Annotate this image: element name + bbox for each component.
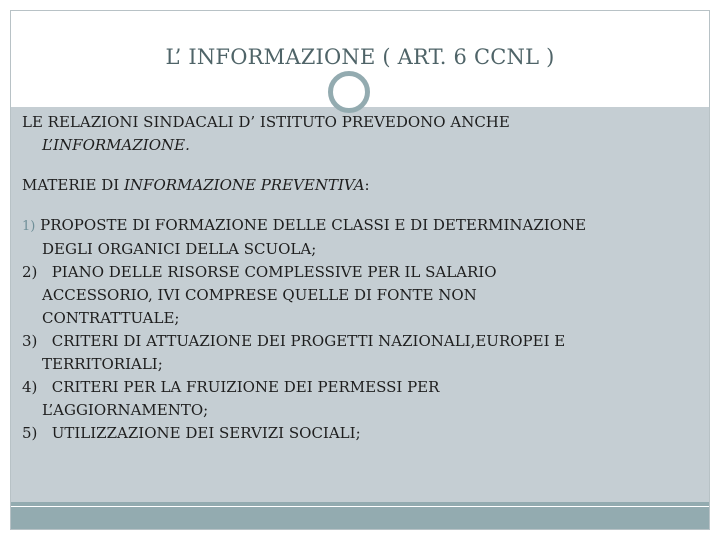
- list-item-line: CRITERI PER LA FRUIZIONE DEI PERMESSI PER: [51, 378, 440, 396]
- list-item-number: 5): [22, 424, 38, 442]
- list-item-line: UTILIZZAZIONE DEI SERVIZI SOCIALI;: [51, 424, 361, 442]
- list-item-line: DEGLI ORGANICI DELLA SCUOLA;: [42, 240, 317, 258]
- footer-divider: [11, 506, 709, 507]
- list-item: [22, 214, 682, 261]
- list-item-line: CONTRATTUALE;: [42, 309, 180, 327]
- subheading-prefix: MATERIE DI: [22, 176, 124, 194]
- circle-ornament-icon: [328, 71, 370, 113]
- info-list: [22, 214, 682, 445]
- list-item: [22, 376, 682, 422]
- list-item: [22, 330, 682, 376]
- list-item-line: L’AGGIORNAMENTO;: [42, 401, 209, 419]
- slide-body: [22, 111, 682, 445]
- list-item-number: 3): [22, 332, 38, 350]
- footer-bar: [11, 502, 709, 529]
- subheading-emphasis: INFORMAZIONE PREVENTIVA: [123, 176, 365, 194]
- list-item-line: TERRITORIALI;: [42, 355, 163, 373]
- list-item-line: ACCESSORIO, IVI COMPRESE QUELLE DI FONTE NON: [42, 286, 477, 304]
- intro-line-2: [22, 134, 682, 157]
- list-item-line: PIANO DELLE RISORSE COMPLESSIVE PER IL SALARIO: [51, 263, 497, 281]
- subheading: [22, 174, 682, 197]
- intro-emphasis: L’INFORMAZIONE.: [42, 136, 190, 154]
- list-item-number: 4): [22, 378, 38, 396]
- list-item: [22, 261, 682, 330]
- list-item-line: CRITERI DI ATTUAZIONE DEI PROGETTI NAZIONALI,EUROPEI E: [51, 332, 566, 350]
- list-item-line: PROPOSTE DI FORMAZIONE DELLE CLASSI E DI DETERMINAZIONE: [40, 216, 587, 234]
- list-item-number: 1): [22, 219, 36, 234]
- slide-title: L’ INFORMAZIONE ( ART. 6 CCNL ): [165, 45, 555, 69]
- subheading-suffix: :: [364, 176, 370, 194]
- intro-line-1: LE RELAZIONI SINDACALI D’ ISTITUTO PREVEDONO ANCHE: [22, 113, 510, 131]
- list-item: [22, 422, 682, 445]
- list-item-number: 2): [22, 263, 38, 281]
